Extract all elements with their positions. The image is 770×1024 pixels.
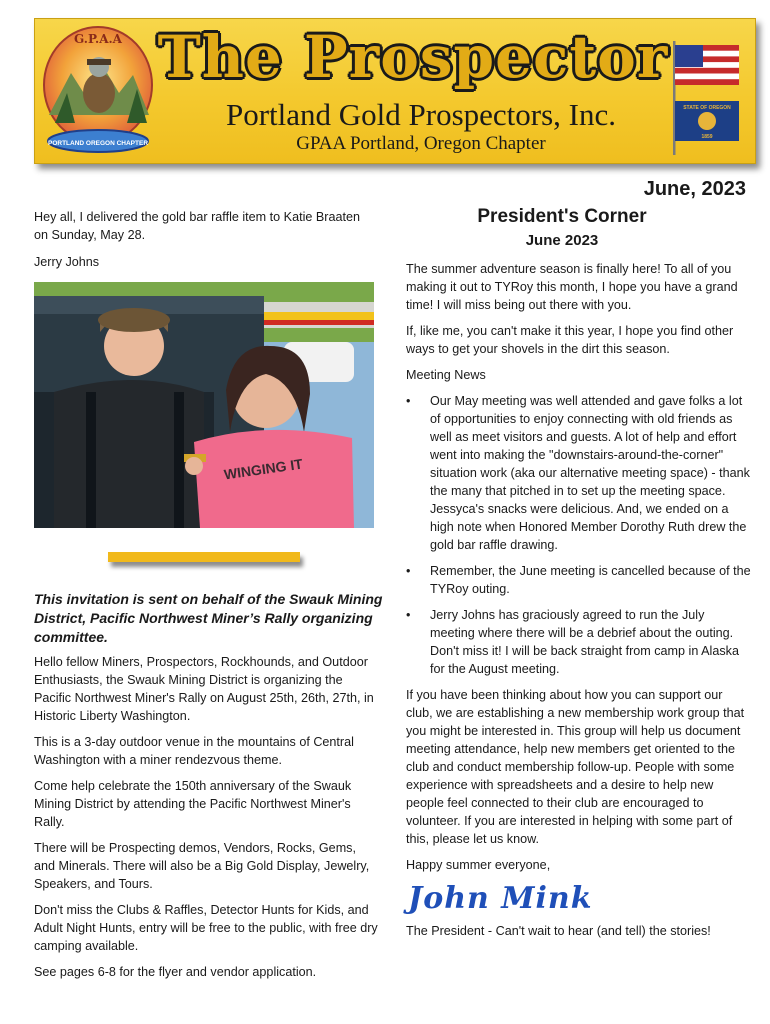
invitation-paragraph: See pages 6-8 for the flyer and vendor application. — [34, 965, 317, 979]
bullet-icon: • — [406, 564, 411, 578]
bullet-icon: • — [406, 394, 411, 408]
invitation-paragraph: This is a 3-day outdoor venue in the mountains of Central Washington with a miner rendezvous theme. — [34, 735, 354, 767]
presidents-corner-body — [406, 260, 751, 948]
oregon-flag-icon — [675, 101, 739, 141]
list-item — [406, 392, 751, 554]
president-paragraph: If, like me, you can't make it this year, I hope you find other ways to get your shovels in the dirt this season. — [406, 324, 734, 356]
invitation-paragraph: Don't miss the Clubs & Raffles, Detector Hunts for Kids, and Adult Night Hunts, entry will be free to the public, with free dry camping available. — [34, 903, 378, 953]
chapter-name: GPAA Portland, Oregon Chapter — [296, 133, 546, 154]
raffle-note: Hey all, I delivered the gold bar raffle item to Katie Braaten on Sunday, May 28. — [34, 210, 360, 242]
raffle-signoff: Jerry Johns — [34, 255, 100, 269]
state-flag-text-top: STATE OF OREGON — [683, 105, 731, 111]
invitation-paragraph: Come help celebrate the 150th anniversary of the Swauk Mining District by attending the Pacific Northwest Miner's Rally. — [34, 779, 352, 829]
list-item-text: Our May meeting was well attended and gave folks a lot of opportunities to enjoy connecting with old friends as well as meet visitors and guests. A lot of help and effort went into making the "downstairs-around-the-corner" situation work (aka our alternative meeting space) - thank the many that pitched in to set up the meeting space. Jessyca's snacks were delicious. And, we ended on a high note when Honored Member Dorothy Ruth drew the gold bar raffle drawing. — [430, 394, 750, 552]
logo-text-bottom: PORTLAND OREGON CHAPTER — [47, 140, 149, 147]
issue-date: June, 2023 — [643, 178, 746, 200]
bullet-icon: • — [406, 608, 411, 622]
invitation-heading: This invitation is sent on behalf of the Swauk Mining District, Pacific Northwest Miner’s Rally organizing committee. — [34, 591, 383, 645]
logo-text-top: G.P.A.A — [73, 32, 123, 46]
organization-name: Portland Gold Prospectors, Inc. — [225, 97, 617, 132]
state-flag-text-bottom: 1859 — [701, 134, 713, 140]
photo-shirt-text: WINGING IT — [222, 455, 304, 483]
president-paragraph: If you have been thinking about how you can support our club, we are establishing a new membership work group that you might be interested in. This group will help us document meeting attendance, help new members get oriented to the club and conduct membership follow-up. People with some experience with spreadsheets and a desire to help new people feel connected to their club are encouraged to volunteer. If you are interested in helping with some part of this, please let us know. — [406, 688, 745, 846]
newsletter-title: The Prospector — [157, 23, 669, 91]
president-signature: John Mink — [408, 881, 593, 916]
raffle-photo — [34, 282, 374, 528]
gpaa-logo — [41, 23, 155, 159]
presidents-corner-subtitle: June 2023 — [525, 232, 599, 249]
invitation-body — [34, 653, 379, 989]
list-item-text: Remember, the June meeting is cancelled because of the TYRoy outing. — [430, 564, 751, 596]
presidents-corner-title: President's Corner — [477, 206, 647, 227]
president-paragraph: The summer adventure season is finally here! To all of you making it out to TYRoy this month, I hope you have a grand time! I will miss being out there with you. — [406, 262, 738, 312]
section-divider — [108, 552, 300, 562]
list-item-text: Jerry Johns has graciously agreed to run the July meeting where there will be a debrief about the outing. Don't miss it! I will be back straight from camp in Alaska for the August meeting. — [430, 608, 739, 676]
invitation-paragraph: Hello fellow Miners, Prospectors, Rockhounds, and Outdoor Enthusiasts, the Swauk Mining District is organizing the Pacific Northwest Miner's Rally on August 25th, 26th, 27th, in Historic Liberty Washington. — [34, 655, 374, 723]
list-item — [406, 562, 751, 598]
us-flag-icon — [675, 45, 739, 85]
list-item — [406, 606, 751, 678]
masthead-banner — [34, 18, 756, 164]
invitation-paragraph: There will be Prospecting demos, Vendors, Rocks, Gems, and Minerals. There will also be a Big Gold Display, Jewelry, Speakers, and Tours. — [34, 841, 370, 891]
flags-image — [663, 39, 747, 157]
president-signoff: The President - Can't wait to hear (and tell) the stories! — [406, 924, 711, 938]
meeting-news-list — [406, 392, 751, 678]
president-paragraph: Happy summer everyone, — [406, 858, 551, 872]
meeting-news-heading: Meeting News — [406, 368, 486, 382]
